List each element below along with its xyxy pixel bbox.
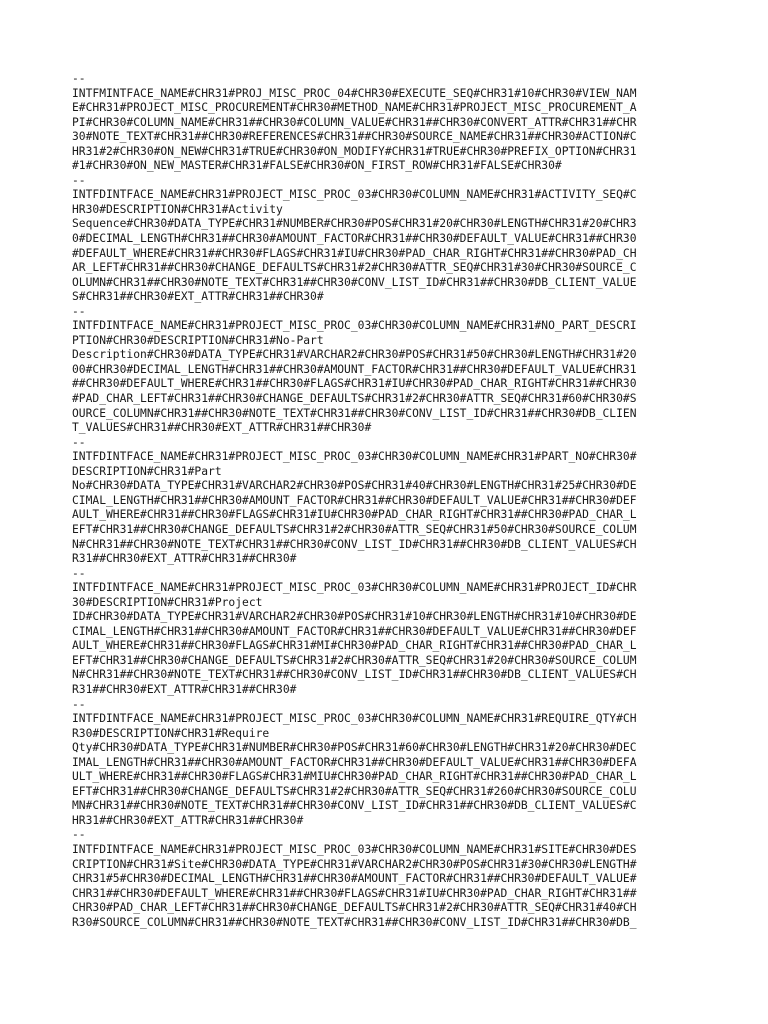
text-line: OLUMN#CHR31##CHR30#NOTE_TEXT#CHR31##CHR30#CONV_LIST_ID#CHR31##CHR30#DB_CLIENT_VALUE [72, 275, 637, 289]
text-line: R31##CHR30#EXT_ATTR#CHR31##CHR30# [72, 552, 297, 566]
text-line: OURCE_COLUMN#CHR31##CHR30#NOTE_TEXT#CHR31##CHR30#CONV_LIST_ID#CHR31##CHR30#DB_CLIEN [72, 406, 637, 420]
text-line: -- [72, 72, 86, 85]
text-line: DESCRIPTION#CHR31#Part [72, 464, 222, 478]
text-line: IMAL_LENGTH#CHR31##CHR30#AMOUNT_FACTOR#CHR31##CHR30#DEFAULT_VALUE#CHR31##CHR30#DEFA [72, 755, 637, 769]
text-line: PTION#CHR30#DESCRIPTION#CHR31#No-Part [72, 333, 324, 347]
text-line: CHR30#PAD_CHAR_LEFT#CHR31##CHR30#CHANGE_DEFAULTS#CHR31#2#CHR30#ATTR_SEQ#CHR31#40#CH [72, 901, 637, 915]
text-line: T_VALUES#CHR31##CHR30#EXT_ATTR#CHR31##CHR30# [72, 421, 372, 435]
text-line: -- [72, 173, 86, 187]
text-line: EFT#CHR31##CHR30#CHANGE_DEFAULTS#CHR31#2#CHR30#ATTR_SEQ#CHR31#20#CHR30#SOURCE_COLUM [72, 653, 637, 667]
text-line: 30#NOTE_TEXT#CHR31##CHR30#REFERENCES#CHR31##CHR30#SOURCE_NAME#CHR31##CHR30#ACTION#C [72, 130, 637, 144]
text-line: #1#CHR30#ON_NEW_MASTER#CHR31#FALSE#CHR30#ON_FIRST_ROW#CHR31#FALSE#CHR30# [72, 159, 562, 173]
text-line: #PAD_CHAR_LEFT#CHR31##CHR30#CHANGE_DEFAULTS#CHR31#2#CHR30#ATTR_SEQ#CHR31#60#CHR30#S [72, 392, 637, 406]
text-line: MN#CHR31##CHR30#NOTE_TEXT#CHR31##CHR30#CONV_LIST_ID#CHR31##CHR30#DB_CLIENT_VALUES#C [72, 799, 637, 813]
text-line: R31##CHR30#EXT_ATTR#CHR31##CHR30# [72, 682, 297, 696]
text-line: INTFDINTFACE_NAME#CHR31#PROJECT_MISC_PROC_03#CHR30#COLUMN_NAME#CHR31#PROJECT_ID#CHR [72, 581, 637, 595]
text-line: HR30#DESCRIPTION#CHR31#Activity [72, 202, 283, 216]
text-line: HR31#2#CHR30#ON_NEW#CHR31#TRUE#CHR30#ON_MODIFY#CHR31#TRUE#CHR30#PREFIX_OPTION#CHR31 [72, 144, 637, 158]
text-line: Sequence#CHR30#DATA_TYPE#CHR31#NUMBER#CHR30#POS#CHR31#20#CHR30#LENGTH#CHR31#20#CHR3 [72, 217, 637, 231]
text-line: AULT_WHERE#CHR31##CHR30#FLAGS#CHR31#IU#CHR30#PAD_CHAR_RIGHT#CHR31##CHR30#PAD_CHAR_L [72, 508, 637, 522]
text-line: INTFDINTFACE_NAME#CHR31#PROJECT_MISC_PROC_03#CHR30#COLUMN_NAME#CHR31#REQUIRE_QTY#CH [72, 712, 637, 726]
text-line: S#CHR31##CHR30#EXT_ATTR#CHR31##CHR30# [72, 290, 324, 304]
text-line: N#CHR31##CHR30#NOTE_TEXT#CHR31##CHR30#CONV_LIST_ID#CHR31##CHR30#DB_CLIENT_VALUES#CH [72, 537, 637, 551]
text-line: CIMAL_LENGTH#CHR31##CHR30#AMOUNT_FACTOR#CHR31##CHR30#DEFAULT_VALUE#CHR31##CHR30#DEF [72, 624, 637, 638]
text-line: CRIPTION#CHR31#Site#CHR30#DATA_TYPE#CHR31#VARCHAR2#CHR30#POS#CHR31#30#CHR30#LENGTH# [72, 857, 637, 871]
document-body [72, 72, 700, 930]
text-line: Qty#CHR30#DATA_TYPE#CHR31#NUMBER#CHR30#POS#CHR31#60#CHR30#LENGTH#CHR31#20#CHR30#DEC [72, 741, 637, 755]
text-line: CHR31##CHR30#DEFAULT_WHERE#CHR31##CHR30#FLAGS#CHR31#IU#CHR30#PAD_CHAR_RIGHT#CHR31## [72, 886, 637, 900]
text-line: AULT_WHERE#CHR31##CHR30#FLAGS#CHR31#MI#CHR30#PAD_CHAR_RIGHT#CHR31##CHR30#PAD_CHAR_L [72, 639, 637, 653]
text-line: INTFDINTFACE_NAME#CHR31#PROJECT_MISC_PROC_03#CHR30#COLUMN_NAME#CHR31#ACTIVITY_SEQ#C [72, 188, 637, 202]
text-line: ##CHR30#DEFAULT_WHERE#CHR31##CHR30#FLAGS#CHR31#IU#CHR30#PAD_CHAR_RIGHT#CHR31##CHR30 [72, 377, 637, 391]
text-line: HR31##CHR30#EXT_ATTR#CHR31##CHR30# [72, 813, 304, 827]
text-line: R30#SOURCE_COLUMN#CHR31##CHR30#NOTE_TEXT#CHR31##CHR30#CONV_LIST_ID#CHR31##CHR30#DB_ [72, 915, 637, 929]
text-line: No#CHR30#DATA_TYPE#CHR31#VARCHAR2#CHR30#POS#CHR31#40#CHR30#LENGTH#CHR31#25#CHR30#DE [72, 479, 637, 493]
text-line: #DEFAULT_WHERE#CHR31##CHR30#FLAGS#CHR31#IU#CHR30#PAD_CHAR_RIGHT#CHR31##CHR30#PAD_CH [72, 246, 637, 260]
text-line: E#CHR31#PROJECT_MISC_PROCUREMENT#CHR30#METHOD_NAME#CHR31#PROJECT_MISC_PROCUREMENT_A [72, 101, 637, 115]
text-line: PI#CHR30#COLUMN_NAME#CHR31##CHR30#COLUMN_VALUE#CHR31##CHR30#CONVERT_ATTR#CHR31##CHR [72, 115, 637, 129]
text-line: INTFDINTFACE_NAME#CHR31#PROJECT_MISC_PROC_03#CHR30#COLUMN_NAME#CHR31#NO_PART_DESCRI [72, 319, 637, 333]
text-line: INTFDINTFACE_NAME#CHR31#PROJECT_MISC_PROC_03#CHR30#COLUMN_NAME#CHR31#SITE#CHR30#DES [72, 842, 637, 856]
text-line: 0#DECIMAL_LENGTH#CHR31##CHR30#AMOUNT_FACTOR#CHR31##CHR30#DEFAULT_VALUE#CHR31##CHR30 [72, 232, 637, 246]
text-line: ID#CHR30#DATA_TYPE#CHR31#VARCHAR2#CHR30#POS#CHR31#10#CHR30#LENGTH#CHR31#10#CHR30#DE [72, 610, 637, 624]
text-line: Description#CHR30#DATA_TYPE#CHR31#VARCHAR2#CHR30#POS#CHR31#50#CHR30#LENGTH#CHR31#20 [72, 348, 637, 362]
text-line: EFT#CHR31##CHR30#CHANGE_DEFAULTS#CHR31#2#CHR30#ATTR_SEQ#CHR31#50#CHR30#SOURCE_COLUM [72, 522, 637, 536]
text-line: 30#DESCRIPTION#CHR31#Project [72, 595, 263, 609]
text-line: R30#DESCRIPTION#CHR31#Require [72, 726, 270, 740]
text-line: AR_LEFT#CHR31##CHR30#CHANGE_DEFAULTS#CHR31#2#CHR30#ATTR_SEQ#CHR31#30#CHR30#SOURCE_C [72, 261, 637, 275]
text-line: -- [72, 697, 86, 711]
text-line: EFT#CHR31##CHR30#CHANGE_DEFAULTS#CHR31#2#CHR30#ATTR_SEQ#CHR31#260#CHR30#SOURCE_COLU [72, 784, 637, 798]
text-line: ULT_WHERE#CHR31##CHR30#FLAGS#CHR31#MIU#CHR30#PAD_CHAR_RIGHT#CHR31##CHR30#PAD_CHAR_L [72, 770, 637, 784]
text-line: CHR31#5#CHR30#DECIMAL_LENGTH#CHR31##CHR30#AMOUNT_FACTOR#CHR31##CHR30#DEFAULT_VALUE# [72, 872, 637, 886]
text-line: 00#CHR30#DECIMAL_LENGTH#CHR31##CHR30#AMOUNT_FACTOR#CHR31##CHR30#DEFAULT_VALUE#CHR31 [72, 362, 637, 376]
text-line: -- [72, 304, 86, 318]
text-line: INTFMINTFACE_NAME#CHR31#PROJ_MISC_PROC_04#CHR30#EXECUTE_SEQ#CHR31#10#CHR30#VIEW_NAM [72, 86, 637, 100]
text-line: -- [72, 828, 86, 842]
text-line: -- [72, 435, 86, 449]
text-line: INTFDINTFACE_NAME#CHR31#PROJECT_MISC_PROC_03#CHR30#COLUMN_NAME#CHR31#PART_NO#CHR30# [72, 450, 637, 464]
text-line: -- [72, 566, 86, 580]
text-line: N#CHR31##CHR30#NOTE_TEXT#CHR31##CHR30#CONV_LIST_ID#CHR31##CHR30#DB_CLIENT_VALUES#CH [72, 668, 637, 682]
text-line: CIMAL_LENGTH#CHR31##CHR30#AMOUNT_FACTOR#CHR31##CHR30#DEFAULT_VALUE#CHR31##CHR30#DEF [72, 493, 637, 507]
